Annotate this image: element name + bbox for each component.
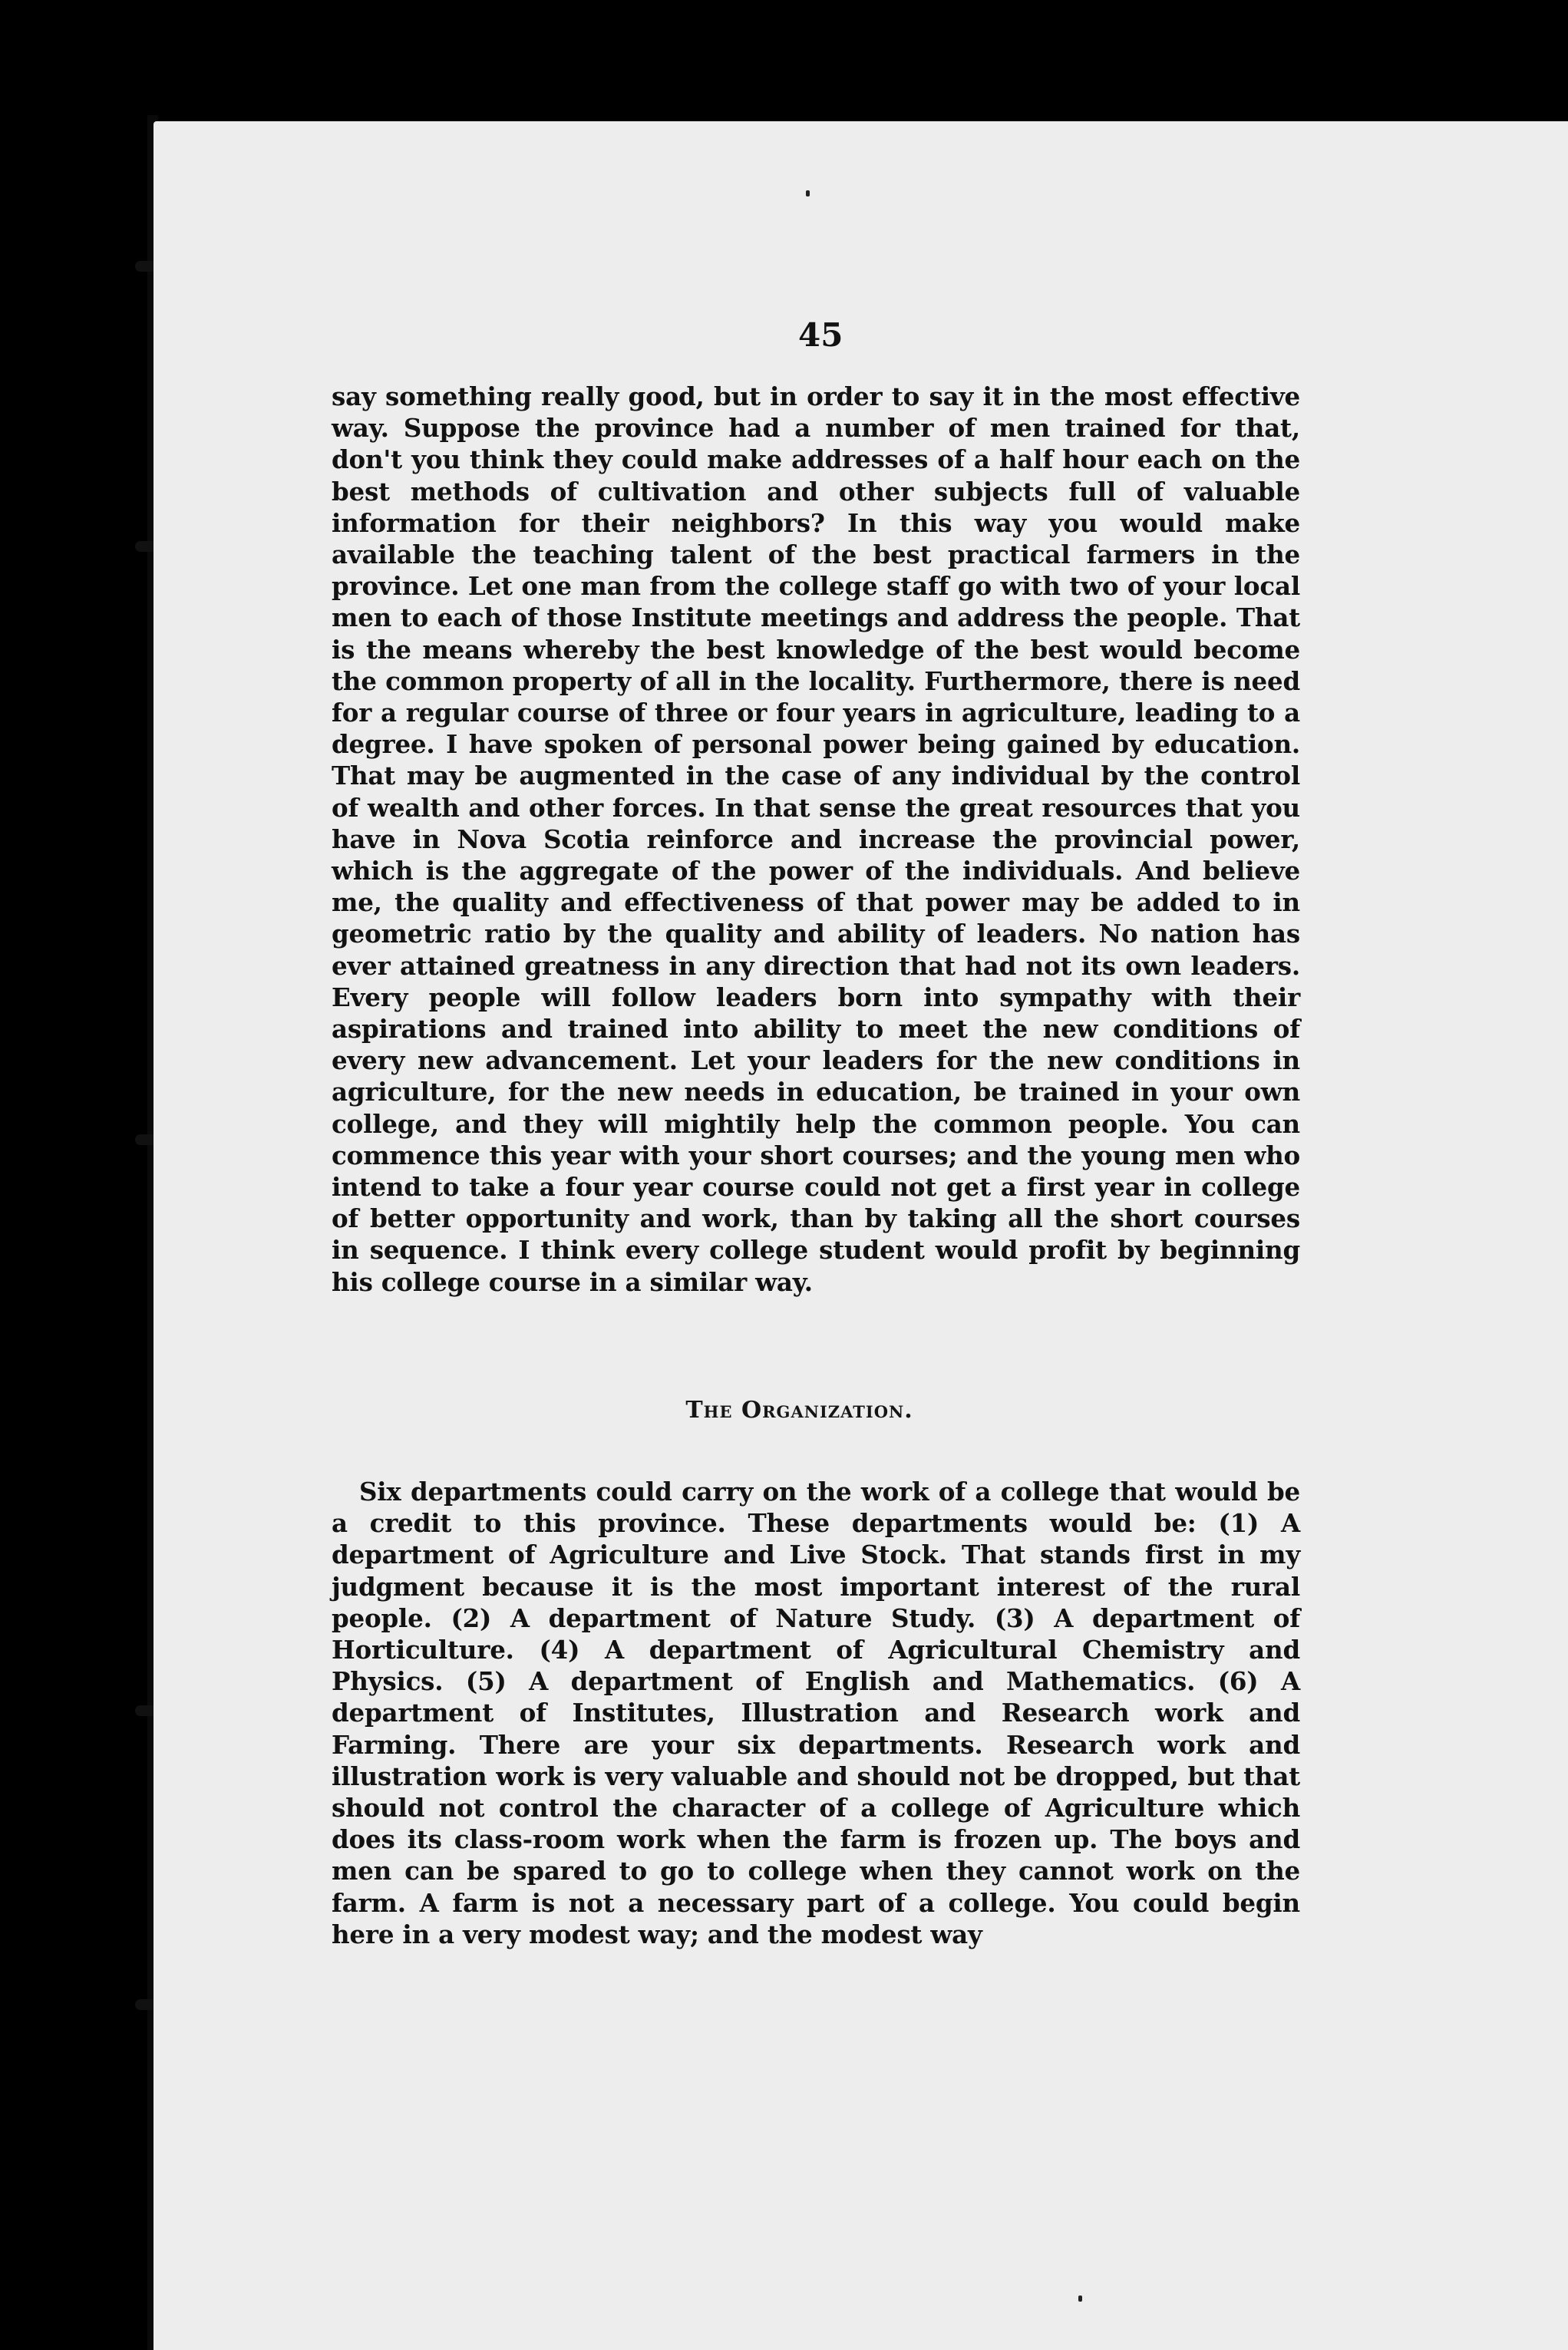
paragraph-text: Six departments could carry on the work of a college that would be a credit to this province. These departments would be: (1) A department of Agriculture and Live Stock. That stands first in my judgment because it is the most important interest of the rural people. (2) A department of Nature Study. (3) A department of Horticulture. (4) A department of Agricultural Chemistry and Physics. (5) A department of English and Mathematics. (6) A department of Institutes, Illustration and Research work and Farming. There are your six departments. Research work and illustration work is very valuable and should not be dropped, but that should not control the character of a college of Agriculture which does its class-room work when the farm is frozen up. The boys and men can be spared to go to college when they cannot work on the farm. A farm is not a necessary part of a college. You could begin here in a very modest way; and the modest way [332,1477,1300,1949]
section-heading: The Organization. [685,1397,913,1424]
page-number: 45 [798,316,843,354]
paragraph-text: say something really good, but in order to say it in the most effective way. Suppose the province had a number of men trained for that, don't you think they could make addresses of a half hour each on the best methods of cultivation and other subjects full of valuable information for their neighbors? In this way you would make available the teaching talent of the best practical farmers in the province. Let one man from the college staff go with two of your local men to each of those Institute meetings and address the people. That is the means whereby the best knowledge of the best would become the common property of all in the locality. Furthermore, there is need for a regular course of three or four years in agriculture, leading to a degree. I have spoken of personal power being gained by education. That may be augmented in the case of any individual by the control of wealth and other forces. In that sense the great resources that you have in Nova Scotia reinforce and increase the provincial power, which is the aggregate of the power of the individuals. And believe me, the quality and effectiveness of that power may be added to in geometric ratio by the quality and ability of leaders. No nation has ever attained greatness in any direction that had not its own leaders. Every people will follow leaders born into sympathy with their aspirations and trained into ability to meet the new conditions of every new advancement. Let your leaders for the new conditions in agriculture, for the new needs in education, be trained in your own college, and they will mightily help the common people. You can commence this year with your short courses; and the young men who intend to take a four year course could not get a first year in college of better opportunity and work, than by taking all the short courses in sequence. I think every college student would profit by beginning his college course in a similar way. [332,381,1300,1297]
ink-speck [806,190,810,196]
body-paragraph-2 [332,1476,1300,1950]
ink-speck [1078,2296,1082,2302]
body-paragraph-1 [332,381,1300,1298]
